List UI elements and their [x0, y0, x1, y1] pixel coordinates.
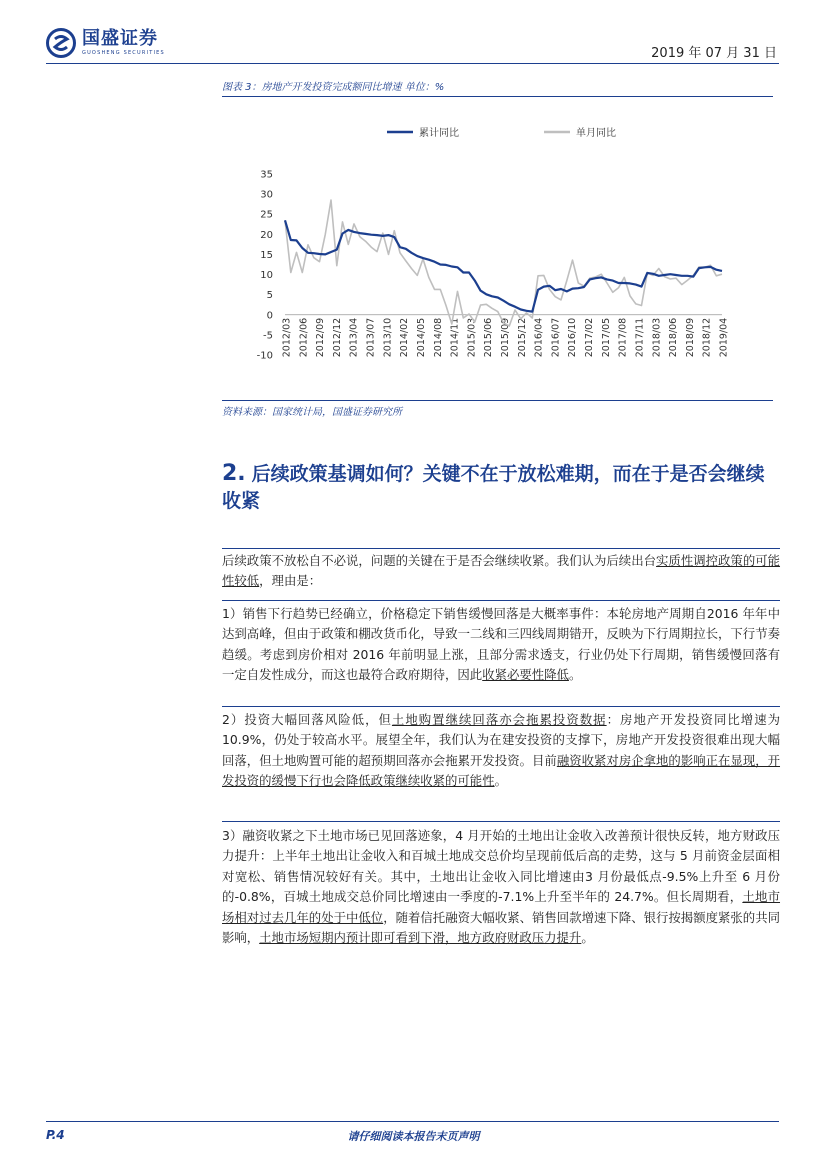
report-date: 2019 年 07 月 31 日 — [651, 46, 777, 61]
x-tick-label: 2017/08 — [617, 317, 629, 358]
y-tick-label: 30 — [260, 189, 273, 201]
p2-middle: ：房地产开发投资同比增速为 10.9%，仍处于较高水平。展望全年，我们认为在建安投资的支撑下，房地产开发投资很难出现大幅回落，但土地购置可能的超预期回落亦会拖累开发投资。目前 — [222, 712, 781, 768]
legend-label: 单月同比 — [576, 128, 616, 139]
x-tick-label: 2012/03 — [281, 317, 293, 358]
x-tick-label: 2012/12 — [331, 317, 343, 358]
x-tick-label: 2019/04 — [718, 317, 730, 358]
logo-text: 国盛证券 — [82, 28, 158, 49]
chart-legend — [387, 126, 616, 139]
p3-text: 3）融资收紧之下土地市场已见回落迹象，4 月开始的土地出让金收入改善预计很快反转，地方财政压力提升：上半年土地出让金收入和百城土地成交总价均呈现前低后高的走势，这与 5 月前资金层面相对宽松、销售情况较好有关。其中，土地出让金收入同比增速由3 月份最低点-9.5%上升至 6 月份的-0.8%，百城土地成交总价同比增速由一季度的-7.1%上升至半年的 24.7%。但长周期看， — [222, 828, 780, 905]
footer-rule — [46, 1121, 779, 1122]
x-tick-label: 2013/04 — [348, 317, 360, 358]
x-tick-label: 2018/06 — [668, 317, 680, 358]
x-tick-label: 2014/08 — [432, 317, 444, 358]
p3-middle: ，随着信托融资大幅收紧、销售回款增速下降、银行按揭额度紧张的共同影响， — [222, 909, 780, 946]
logo-mark-icon — [46, 28, 76, 58]
figure-caption: 图表 3：房地产开发投资完成额同比增速 单位：% — [222, 82, 445, 93]
x-tick-label: 2014/11 — [449, 317, 461, 358]
x-tick-label: 2017/05 — [600, 317, 612, 358]
source-rule — [222, 400, 773, 401]
figure-source: 资料来源：国家统计局，国盛证券研究所 — [222, 407, 402, 418]
y-tick-label: 15 — [260, 249, 273, 261]
p2-underlined-2: 融资收紧对房企拿地的影响正在显现，开发投资的缓慢下行也会降低政策继续收紧的可能性 — [222, 752, 781, 789]
x-tick-label: 2018/09 — [684, 317, 696, 358]
x-tick-label: 2013/07 — [365, 317, 377, 358]
paragraph-rule — [222, 600, 780, 601]
y-tick-label: 5 — [266, 290, 273, 302]
paragraph-rule — [222, 821, 780, 822]
x-tick-label: 2014/05 — [415, 317, 427, 358]
p2-text: 2）投资大幅回落风险低，但 — [222, 712, 392, 727]
page-number: P.4 — [46, 1128, 65, 1142]
section-title-text: 后续政策基调如何？关键不在于放松难期，而在于是否会继续收紧 — [222, 463, 765, 512]
x-tick-label: 2013/10 — [382, 317, 394, 358]
x-tick-label: 2015/09 — [500, 317, 511, 358]
intro-text: 后续政策不放松自不必说，问题的关键在于是否会继续收紧。我们认为后续出台 — [222, 553, 657, 568]
x-tick-label: 2012/09 — [315, 317, 327, 358]
p3-underlined-2: 土地市场短期内预计即可看到下滑，地方政府财政压力提升 — [259, 930, 582, 946]
series-line-monthly — [285, 200, 722, 326]
section-number: 2. — [222, 461, 246, 486]
y-tick-label: 10 — [260, 270, 273, 282]
intro-tail: ，理由是： — [259, 573, 322, 589]
x-tick-label: 2016/10 — [567, 317, 579, 358]
legend-label: 累计同比 — [419, 128, 459, 139]
y-tick-label: 20 — [260, 229, 273, 241]
paragraph-3 — [222, 826, 780, 948]
p1-tail: 。 — [568, 667, 582, 683]
x-tick-label: 2016/07 — [550, 317, 562, 358]
p1-underlined: 收紧必要性降低 — [482, 667, 569, 683]
x-tick-label: 2012/06 — [298, 317, 310, 358]
chart-series — [285, 200, 722, 326]
intro-underlined: 实质性调控政策的可能性较低 — [222, 553, 781, 589]
p2-tail: 。 — [494, 773, 507, 789]
logo-subtext: GUOSHENG SECURITIES — [82, 50, 165, 56]
y-tick-label: 35 — [260, 169, 273, 181]
paragraph-1 — [222, 604, 780, 686]
p3-underlined-1: 土地市场相对过去几年的处于中低位 — [222, 889, 781, 925]
x-tick-label: 2015/03 — [466, 317, 478, 358]
paragraph-rule — [222, 548, 780, 549]
line-chart — [222, 100, 773, 398]
caption-rule — [222, 96, 773, 97]
x-tick-label: 2016/04 — [533, 317, 545, 358]
y-tick-label: 0 — [266, 310, 273, 322]
x-tick-label: 2018/03 — [651, 317, 663, 358]
header-rule — [46, 63, 779, 64]
intro-paragraph — [222, 551, 780, 592]
y-tick-label: -5 — [263, 330, 273, 342]
p3-tail: 。 — [581, 930, 594, 946]
x-tick-label: 2015/06 — [483, 317, 495, 358]
paragraph-2 — [222, 710, 780, 792]
section-heading — [222, 460, 782, 515]
x-tick-label: 2017/02 — [584, 317, 596, 358]
company-logo — [46, 28, 171, 58]
x-tick-label: 2018/12 — [701, 317, 713, 358]
paragraph-rule — [222, 706, 780, 707]
x-tick-label: 2017/11 — [634, 317, 646, 358]
p1-text: 1）销售下行趋势已经确立，价格稳定下销售缓慢回落是大概率事件：本轮房地产周期自2016 年年中达到高峰，但由于政策和棚改货币化，导致一二线和三四线周期错开，反映为下行周期拉长，下行节奏趋缓。考虑到房价相对 2016 年前明显上涨，且部分需求透支，行业仍处下行周期，销售缓慢回落有一定自发性成分，而这也最符合政府期待，因此 — [222, 606, 780, 683]
x-tick-label: 2014/02 — [399, 317, 411, 358]
chart-axes — [257, 170, 730, 362]
footer-disclaimer: 请仔细阅读本报告末页声明 — [347, 1130, 480, 1143]
p2-underlined-1: 土地购置继续回落亦会拖累投资数据 — [391, 712, 607, 727]
y-tick-label: 25 — [260, 209, 273, 221]
x-tick-label: 2015/12 — [516, 317, 528, 358]
y-tick-label: -10 — [256, 350, 273, 362]
